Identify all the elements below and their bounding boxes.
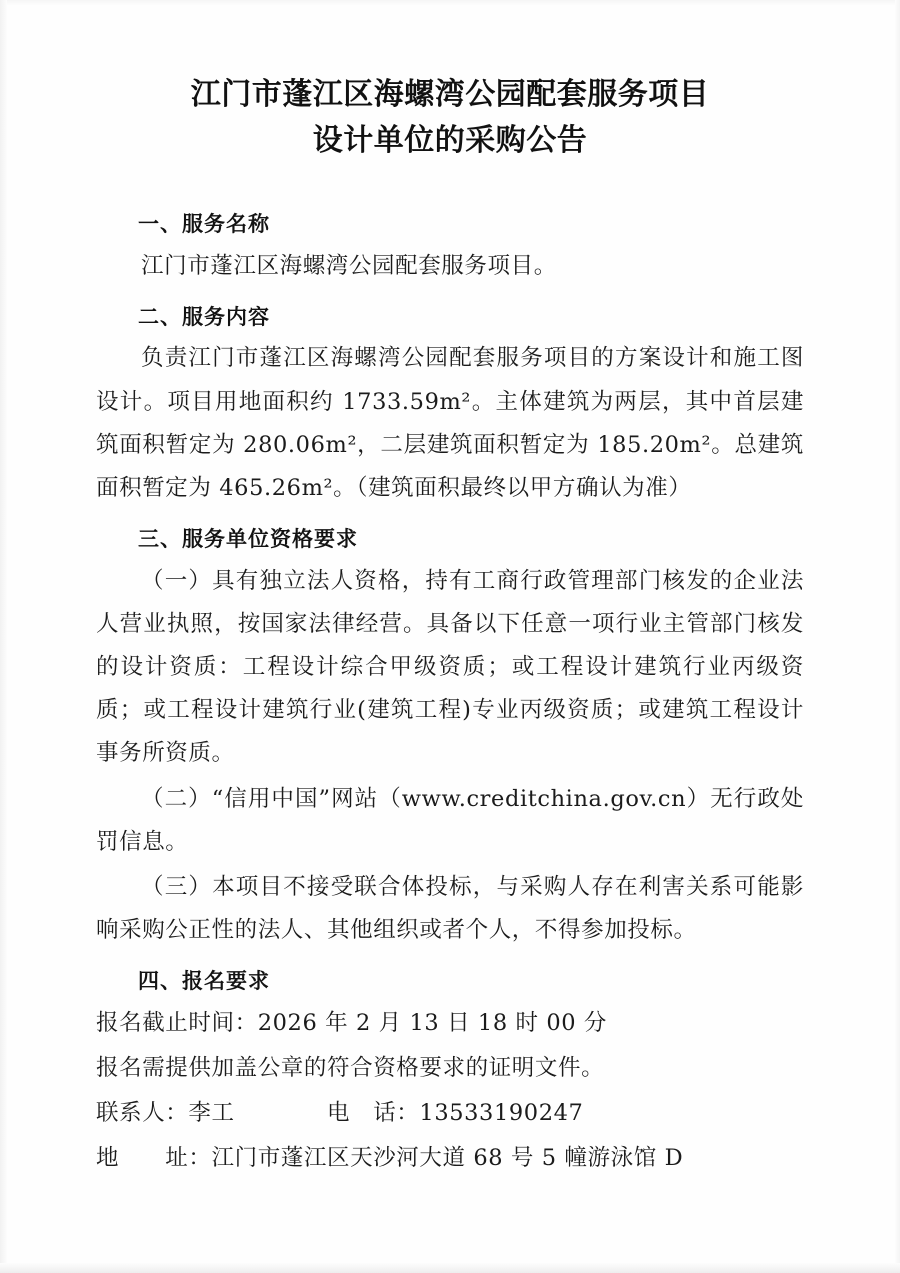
scan-edge-bottom [0, 1263, 900, 1273]
section-heading-2: 二、服务内容 [138, 304, 270, 329]
spacer [96, 954, 804, 958]
address-line: 地 址：江门市蓬江区天沙河大道 68 号 5 幢游泳馆 D [96, 1145, 684, 1172]
section-heading-4: 四、报名要求 [138, 969, 270, 994]
registration-deadline-line: 报名截止时间：2026 年 2 月 13 日 18 时 00 分 [96, 1009, 608, 1036]
section-3-paragraph-1: （一）具有独立法人资格，持有工商行政管理部门核发的企业法人营业执照，按国家法律经营。具备以下任意一项行业主管部门核发的设计资质：工程设计综合甲级资质；或工程设计建筑行业丙级资质；或工程设计建筑行业(建筑工程)专业丙级资质；或建筑工程设计事务所资质。 [96, 567, 804, 767]
page-title-line-1: 江门市蓬江区海螺湾公园配套服务项目 [190, 77, 710, 112]
section-2-paragraph-1: 负责江门市蓬江区海螺湾公园配套服务项目的方案设计和施工图设计。项目用地面积约 1733.59m²。主体建筑为两层，其中首层建筑面积暂定为 280.06m²，二层建筑面积暂定为 185.20m²。总建筑面积暂定为 465.26m²。（建筑面积最终以甲方确认为准） [96, 345, 804, 501]
section-service-content [96, 302, 804, 510]
contact-line: 联系人：李工 电 话：13533190247 [96, 1100, 584, 1127]
section-service-name [96, 209, 804, 288]
page-title [96, 72, 804, 163]
registration-documents-line: 报名需提供加盖公章的符合资格要求的证明文件。 [96, 1055, 605, 1081]
page-title-line-2: 设计单位的采购公告 [312, 122, 588, 158]
section-qualification-requirements [96, 524, 804, 952]
spacer [96, 512, 804, 516]
section-3-paragraph-3: （三）本项目不接受联合体投标，与采购人存在利害关系可能影响采购公正性的法人、其他组织或者个人，不得参加投标。 [96, 873, 804, 944]
section-heading-1: 一、服务名称 [138, 212, 270, 237]
section-registration-requirements [96, 966, 804, 1180]
section-3-paragraph-2: （二）“信用中国”网站（www.creditchina.gov.cn）无行政处罚信息。 [96, 785, 804, 855]
section-1-paragraph-1: 江门市蓬江区海螺湾公园配套服务项目。 [141, 252, 557, 279]
spacer [96, 290, 804, 294]
section-heading-3: 三、服务单位资格要求 [138, 527, 358, 552]
